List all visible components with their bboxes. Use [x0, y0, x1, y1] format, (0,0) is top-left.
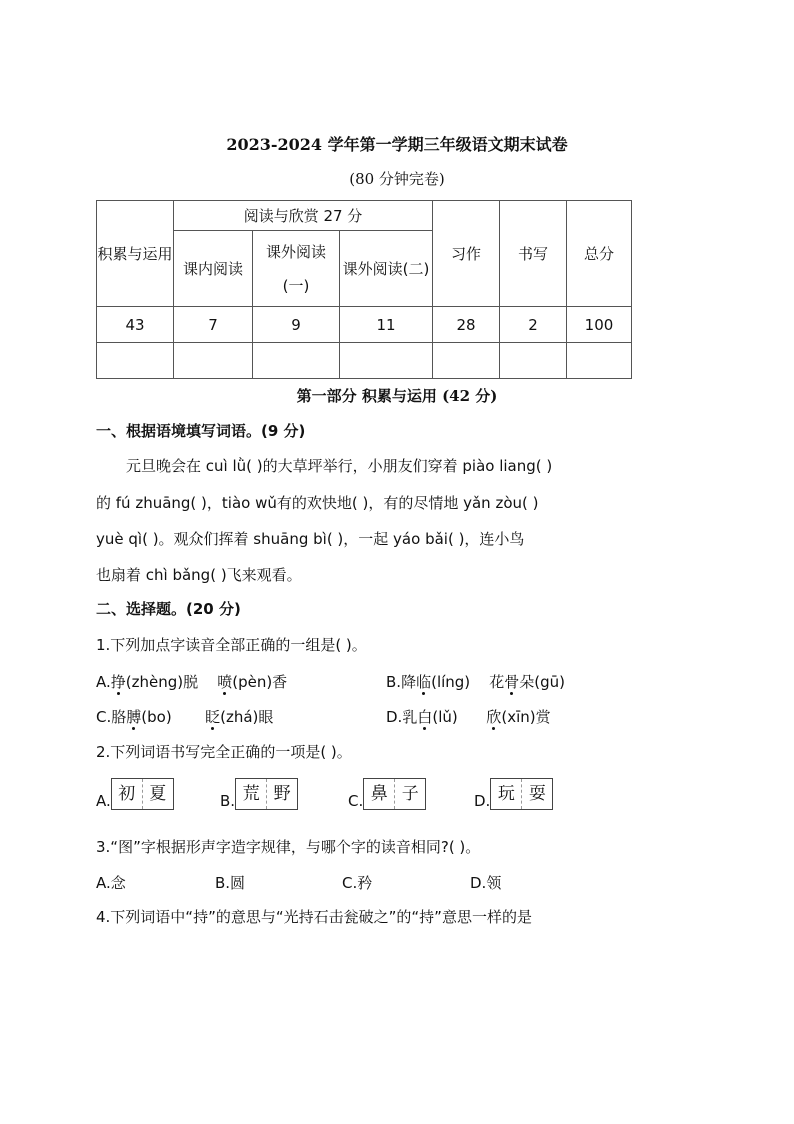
score-cell: 28	[433, 307, 500, 343]
exam-duration: (80 分钟完卷)	[349, 170, 445, 188]
header-handwriting: 书写	[500, 201, 567, 307]
q1-option-d[interactable]: D.乳白(lǔ) 欣(xīn)赏	[386, 708, 551, 726]
section2-heading: 二、选择题。(20 分)	[96, 600, 241, 618]
option-text: 胳	[111, 708, 127, 726]
dotted-char: 眨	[205, 708, 221, 726]
handwritten-char: 夏	[142, 779, 173, 809]
blank-score-cell[interactable]	[500, 343, 567, 379]
q1-option-a[interactable]: A.挣(zhèng)脱 喷(pèn)香	[96, 673, 288, 691]
blank-score-cell[interactable]	[253, 343, 340, 379]
dotted-char: 挣	[110, 673, 126, 691]
word-box	[235, 778, 298, 810]
dotted-char: 喷	[217, 673, 233, 691]
blank-score-cell[interactable]	[174, 343, 253, 379]
option-text: 朵(gū)	[519, 673, 566, 691]
option-text: (bo)	[141, 708, 172, 726]
option-letter: A.	[96, 792, 111, 810]
word-box	[490, 778, 553, 810]
q4-stem: 4.下列词语中“持”的意思与“光持石击瓮破之”的“持”意思一样的是	[96, 908, 532, 926]
option-text: (xīn)赏	[501, 708, 551, 726]
header-reading-group: 阅读与欣赏 27 分	[174, 201, 433, 231]
score-table	[96, 200, 632, 379]
word-box	[111, 778, 174, 810]
q3-option-b[interactable]: B.圆	[215, 874, 246, 892]
section1-line: 元旦晚会在 cuì lǜ( )的大草坪举行，小朋友们穿着 piào liang( )	[126, 457, 553, 475]
q1-option-c[interactable]: C.胳膊(bo) 眨(zhá)眼	[96, 708, 274, 726]
q2-option-b[interactable]	[220, 778, 298, 810]
section1-line: 的 fú zhuāng( )，tiào wǔ有的欢快地( )，有的尽情地 yǎn zòu( )	[96, 494, 539, 512]
dotted-char: 临	[416, 673, 432, 691]
q3-option-c[interactable]: C.矜	[342, 874, 373, 892]
option-letter: C.	[348, 792, 364, 810]
header-writing: 习作	[433, 201, 500, 307]
q3-stem: 3.“图”字根据形声字造字规律，与哪个字的读音相同?( )。	[96, 838, 481, 856]
score-cell: 7	[174, 307, 253, 343]
option-letter: B.	[220, 792, 236, 810]
handwritten-char: 荒	[242, 784, 260, 804]
dotted-char: 白	[417, 708, 433, 726]
header-extra-reading-2: 课外阅读(二)	[340, 231, 433, 307]
section1-line: yuè qì( )。观众们挥着 shuāng bì( )，一起 yáo bǎi( )，连小鸟	[96, 530, 525, 548]
part1-heading: 第一部分 积累与运用 (42 分)	[296, 387, 498, 405]
option-text: (zhá)眼	[220, 708, 274, 726]
header-accumulation: 积累与运用	[97, 201, 174, 307]
q2-option-c[interactable]	[348, 778, 426, 810]
section1-heading: 一、根据语境填写词语。(9 分)	[96, 422, 306, 440]
blank-score-cell[interactable]	[340, 343, 433, 379]
score-cell: 9	[253, 307, 340, 343]
dotted-char: 膊	[126, 708, 142, 726]
score-cell: 2	[500, 307, 567, 343]
handwritten-char: 初	[118, 784, 136, 804]
header-total: 总分	[567, 201, 632, 307]
score-cell: 43	[97, 307, 174, 343]
blank-score-cell[interactable]	[567, 343, 632, 379]
handwritten-char: 子	[394, 779, 425, 809]
option-text: 降	[401, 673, 417, 691]
q2-option-a[interactable]	[96, 778, 174, 810]
option-text: (pèn)香	[232, 673, 288, 691]
dotted-char: 欣	[486, 708, 502, 726]
handwritten-char: 玩	[497, 784, 515, 804]
section1-line: 也扇着 chì bǎng( )飞来观看。	[96, 566, 302, 584]
q2-option-d[interactable]	[474, 778, 553, 810]
handwritten-char: 耍	[521, 779, 552, 809]
blank-score-cell[interactable]	[433, 343, 500, 379]
exam-title: 2023-2024 学年第一学期三年级语文期末试卷	[226, 135, 568, 154]
q2-stem: 2.下列词语书写完全正确的一项是( )。	[96, 743, 352, 761]
blank-score-cell[interactable]	[97, 343, 174, 379]
option-text: (líng)	[431, 673, 471, 691]
handwritten-char: 鼻	[370, 784, 388, 804]
header-in-class-reading: 课内阅读	[174, 231, 253, 307]
handwritten-char: 野	[266, 779, 297, 809]
dotted-char: 骨	[504, 673, 520, 691]
q1-stem: 1.下列加点字读音全部正确的一组是( )。	[96, 636, 367, 654]
q3-option-d[interactable]: D.领	[470, 874, 502, 892]
score-cell: 11	[340, 307, 433, 343]
q3-option-a[interactable]: A.念	[96, 874, 126, 892]
option-text: (lǔ)	[432, 708, 458, 726]
header-extra-reading-1: 课外阅读(一)	[253, 231, 340, 307]
option-letter: D.	[474, 792, 491, 810]
option-text: 花	[489, 673, 505, 691]
option-text: 乳	[402, 708, 418, 726]
q1-option-b[interactable]: B.降临(líng) 花骨朵(gū)	[386, 673, 566, 691]
option-text: (zhèng)脱	[125, 673, 199, 691]
word-box	[363, 778, 426, 810]
score-cell: 100	[567, 307, 632, 343]
